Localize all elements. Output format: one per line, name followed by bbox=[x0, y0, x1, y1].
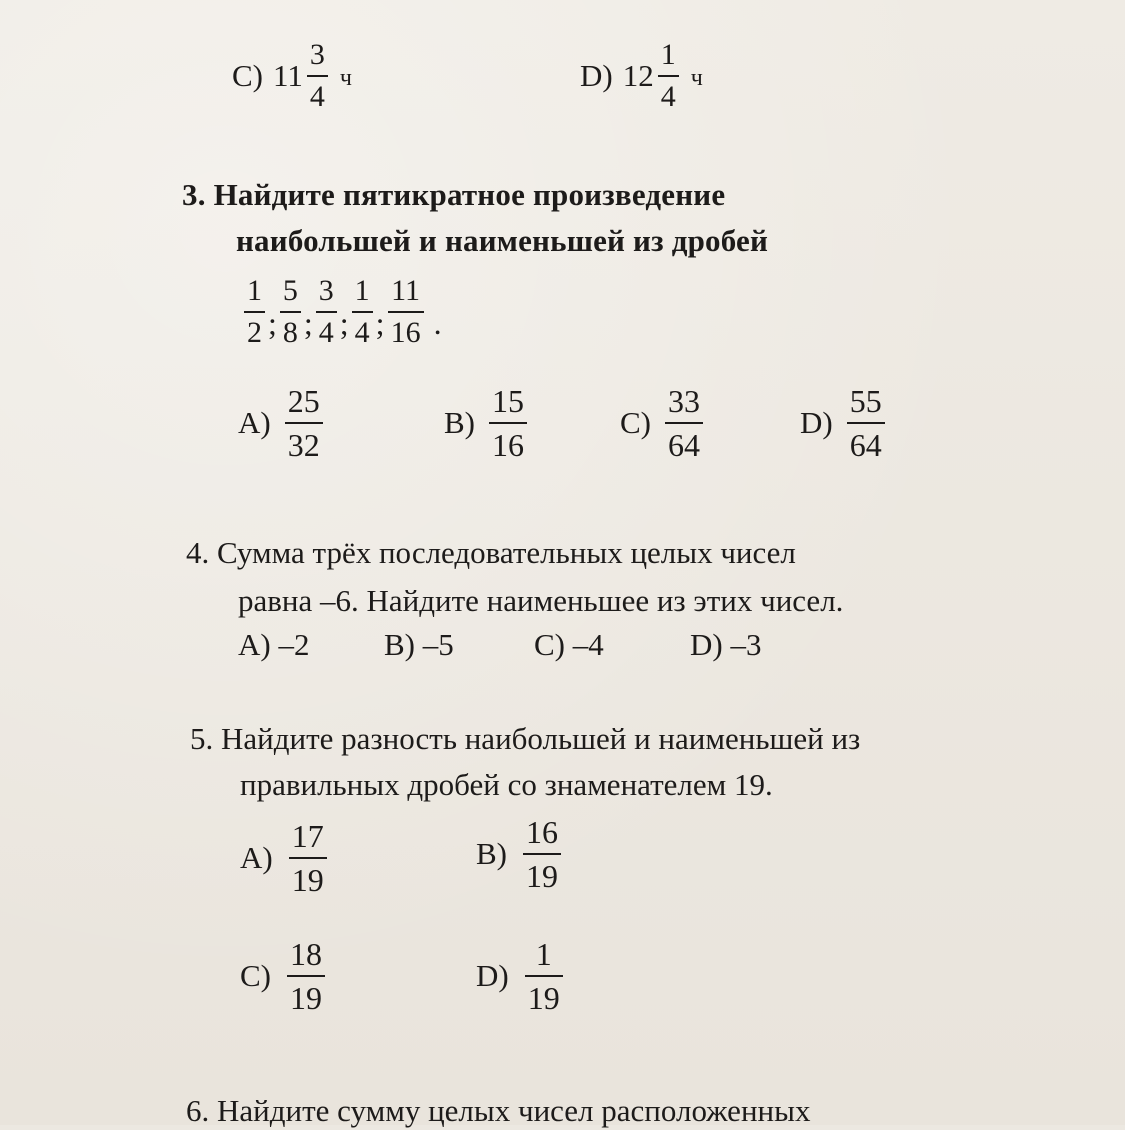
q6-line1: 6. Найдите сумму целых чисел расположенных bbox=[186, 1093, 811, 1128]
q3-fraction-list bbox=[240, 276, 441, 348]
option-label: B) bbox=[444, 405, 475, 440]
q3-option-d[interactable] bbox=[800, 385, 889, 461]
numerator: 3 bbox=[318, 274, 334, 307]
end-period: . bbox=[433, 304, 442, 341]
denominator: 19 bbox=[290, 980, 322, 1016]
q4-line2: равна –6. Найдите наименьшее из этих чисел. bbox=[238, 583, 844, 618]
mixed-whole: 12 bbox=[622, 58, 654, 93]
numerator: 17 bbox=[291, 818, 324, 854]
mixed-whole: 11 bbox=[273, 58, 303, 93]
q3-line2: наибольшей и наименьшей из дробей bbox=[236, 223, 769, 258]
option-label: D) bbox=[476, 958, 509, 993]
q2-option-c[interactable] bbox=[232, 40, 352, 112]
numerator: 16 bbox=[526, 814, 558, 850]
q5-line1: 5. Найдите разность наибольшей и наименьшей из bbox=[190, 721, 861, 756]
unit-hours: ч bbox=[339, 64, 352, 91]
option-label: A) bbox=[240, 840, 273, 875]
unit-hours: ч bbox=[690, 64, 703, 91]
denominator: 4 bbox=[354, 316, 370, 349]
option-label: C) bbox=[240, 958, 271, 993]
fraction-4 bbox=[352, 276, 373, 348]
q3-option-c[interactable] bbox=[620, 385, 707, 461]
numerator: 33 bbox=[668, 383, 700, 419]
q4-line1: 4. Сумма трёх последовательных целых чисел bbox=[186, 535, 796, 570]
denominator: 19 bbox=[526, 858, 558, 894]
q4-option-d[interactable]: D) –3 bbox=[690, 627, 762, 662]
denominator: 32 bbox=[287, 427, 320, 463]
q3-option-b[interactable] bbox=[444, 385, 531, 461]
denominator: 19 bbox=[527, 980, 560, 1016]
q5-line2: правильных дробей со знаменателем 19. bbox=[240, 767, 773, 802]
fraction-2 bbox=[280, 276, 301, 348]
q3-option-a[interactable] bbox=[238, 385, 327, 461]
numerator: 25 bbox=[287, 383, 320, 419]
option-label: D) bbox=[800, 405, 833, 440]
fraction-3 bbox=[316, 276, 337, 348]
numerator: 1 bbox=[535, 936, 552, 972]
denominator: 2 bbox=[247, 316, 262, 349]
numerator: 18 bbox=[290, 936, 322, 972]
q5-option-c[interactable] bbox=[240, 938, 329, 1014]
q5-option-b[interactable] bbox=[476, 816, 565, 892]
fraction-5 bbox=[388, 276, 424, 348]
denominator: 16 bbox=[390, 316, 421, 349]
option-label: D) bbox=[580, 58, 613, 93]
option-label: A) bbox=[238, 405, 271, 440]
numerator: 1 bbox=[354, 274, 370, 307]
denominator: 64 bbox=[849, 427, 882, 463]
q4-option-c[interactable]: C) –4 bbox=[534, 627, 604, 662]
separator: ; bbox=[268, 304, 277, 341]
denominator: 19 bbox=[291, 862, 324, 898]
fraction-1 bbox=[244, 276, 265, 348]
numerator: 3 bbox=[309, 38, 325, 71]
denominator: 4 bbox=[309, 80, 325, 113]
q3-line1: 3. Найдите пятикратное произведение bbox=[182, 177, 726, 212]
numerator: 1 bbox=[247, 274, 262, 307]
denominator: 4 bbox=[660, 80, 676, 113]
numerator: 11 bbox=[391, 274, 420, 307]
denominator: 16 bbox=[492, 427, 524, 463]
numerator: 1 bbox=[660, 38, 676, 71]
numerator: 5 bbox=[282, 274, 298, 307]
q2-option-d[interactable] bbox=[580, 40, 703, 112]
q5-option-d[interactable] bbox=[476, 938, 567, 1014]
denominator: 4 bbox=[318, 316, 334, 349]
separator: ; bbox=[375, 304, 385, 341]
denominator: 8 bbox=[282, 316, 298, 349]
option-label: C) bbox=[620, 405, 651, 440]
denominator: 64 bbox=[668, 427, 700, 463]
q4-option-a[interactable]: A) –2 bbox=[238, 627, 310, 662]
option-label: C) bbox=[232, 58, 263, 93]
separator: ; bbox=[303, 304, 313, 341]
q4-option-b[interactable]: B) –5 bbox=[384, 627, 454, 662]
option-label: B) bbox=[476, 836, 507, 871]
numerator: 55 bbox=[849, 383, 882, 419]
numerator: 15 bbox=[492, 383, 524, 419]
separator: ; bbox=[339, 304, 349, 341]
q5-option-a[interactable] bbox=[240, 820, 331, 896]
